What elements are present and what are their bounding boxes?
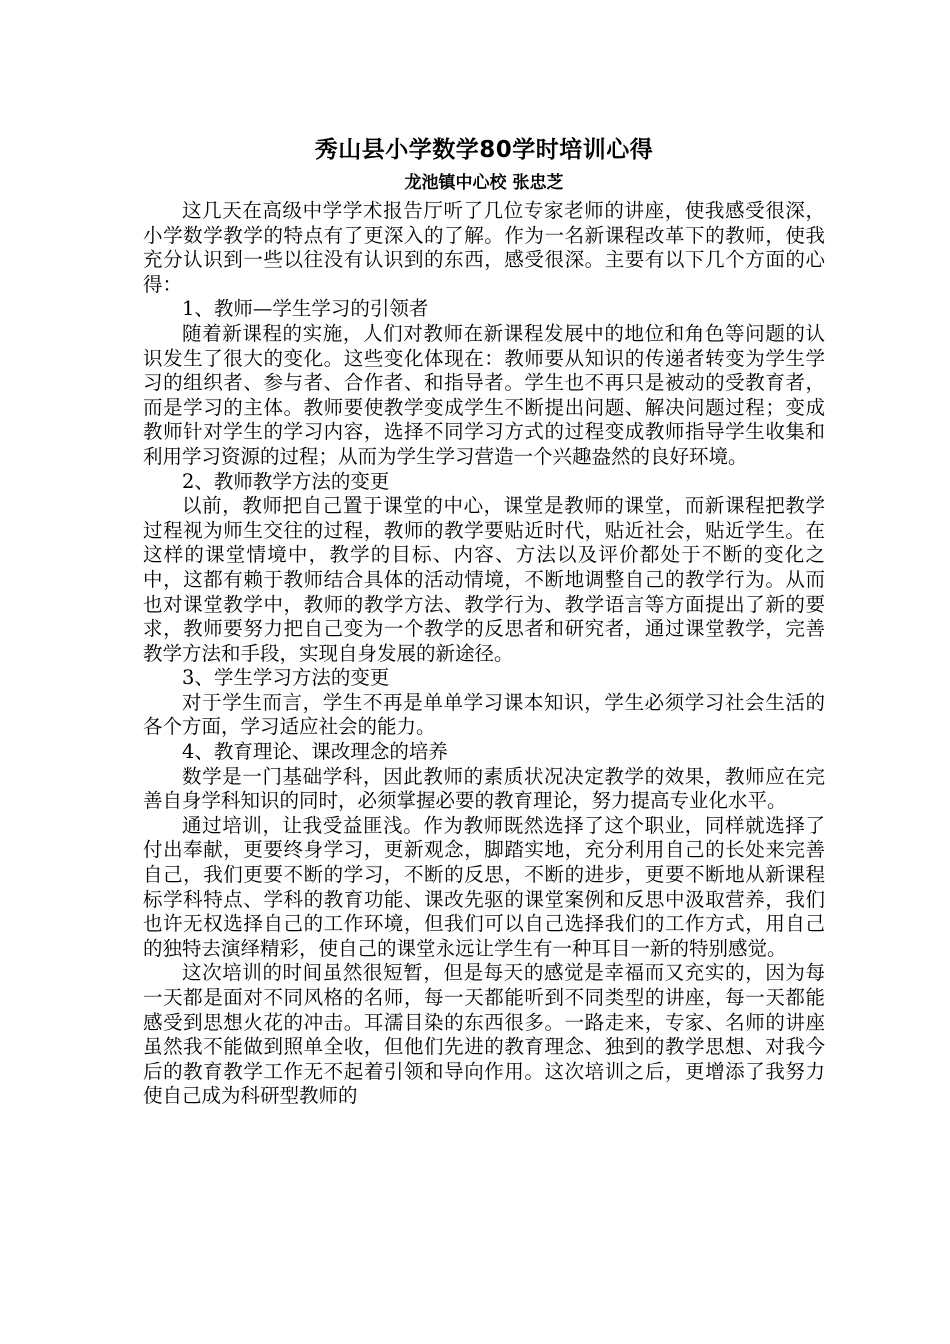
document-title: 秀山县小学数学80学时培训心得 [314, 137, 654, 163]
section-heading-1: 1、教师—学生学习的引领者 [182, 297, 429, 321]
author-line: 龙池镇中心校 张忠芝 [404, 173, 564, 193]
reflection-paragraph: 通过培训，让我受益匪浅。作为教师既然选择了这个职业，同样就选择了付出奉献，更要终身学习，更新观念，脚踏实地，充分利用自己的长处来完善自己，我们更要不断的学习，不断的反思，不断的进步，更要不断地从新课程标学科特点、学科的教育功能、课改先驱的课堂案例和反思中汲取营养，我们也许无权选择自己的工作环境，但我们可以自己选择我们的工作方式，用自己的独特去演绎精彩，使自己的课堂永远让学生有一种耳目一新的特别感觉。 [143, 813, 825, 960]
intro-paragraph: 这几天在高级中学学术报告厅听了几位专家老师的讲座，使我感受很深，小学数学教学的特点有了更深入的了解。作为一名新课程改革下的教师，使我充分认识到一些以往没有认识到的东西，感受很深。主要有以下几个方面的心得： [143, 199, 825, 296]
section-paragraph-4: 数学是一门基础学科，因此教师的素质状况决定教学的效果，教师应在完善自身学科知识的同时，必须掌握必要的教育理论，努力提高专业化水平。 [143, 764, 825, 813]
document-page [143, 135, 825, 1109]
section-heading-4: 4、教育理论、课改理念的培养 [182, 740, 448, 764]
section-heading-3: 3、学生学习方法的变更 [182, 666, 390, 690]
section-paragraph-3: 对于学生而言，学生不再是单单学习课本知识，学生必须学习社会生活的各个方面，学习适应社会的能力。 [143, 690, 825, 739]
section-paragraph-2: 以前，教师把自己置于课堂的中心，课堂是教师的课堂，而新课程把教学过程视为师生交往的过程，教师的教学要贴近时代，贴近社会，贴近学生。在这样的课堂情境中，教学的目标、内容、方法以及评价都处于不断的变化之中，这都有赖于教师结合具体的活动情境，不断地调整自己的教学行为。从而也对课堂教学中，教师的教学方法、教学行为、教学语言等方面提出了新的要求，教师要努力把自己变为一个教学的反思者和研究者，通过课堂教学，完善教学方法和手段，实现自身发展的新途径。 [143, 494, 825, 665]
section-heading-2: 2、教师教学方法的变更 [182, 469, 390, 493]
section-paragraph-1: 随着新课程的实施，人们对教师在新课程发展中的地位和角色等问题的认识发生了很大的变化。这些变化体现在：教师要从知识的传递者转变为学生学习的组织者、参与者、合作者、和指导者。学生也不再只是被动的受教育者，而是学习的主体。教师要使教学变成学生不断提出问题、解决问题过程；变成教师针对学生的学习内容，选择不同学习方式的过程变成教师指导学生收集和利用学习资源的过程；从而为学生学习营造一个兴趣盎然的良好环境。 [143, 321, 825, 468]
closing-paragraph: 这次培训的时间虽然很短暂，但是每天的感觉是幸福而又充实的，因为每一天都是面对不同风格的名师，每一天都能听到不同类型的讲座，每一天都能感受到思想火花的冲击。耳濡目染的东西很多。一路走来，专家、名师的讲座虽然我不能做到照单全收，但他们先进的教育理念、独到的教学思想、对我今后的教育教学工作无不起着引领和导向作用。这次培训之后，更增添了我努力使自己成为科研型教师的 [143, 961, 825, 1108]
